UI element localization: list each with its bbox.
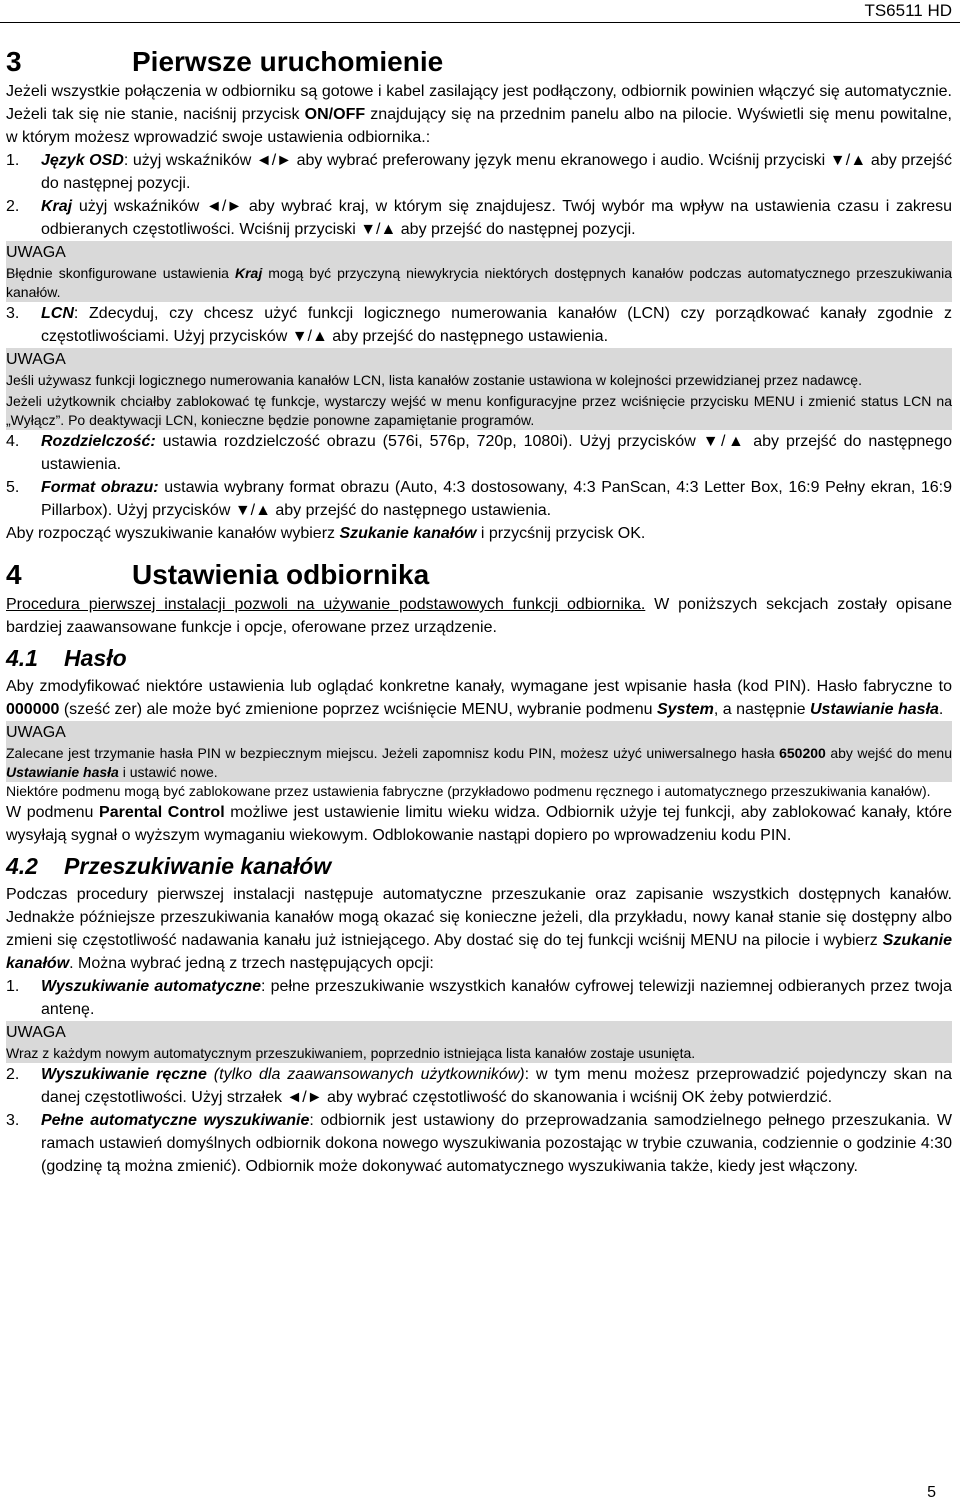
page-header <box>0 0 960 26</box>
list-item: 3. LCN: Zdecyduj, czy chcesz użyć funkcji logicznego numerowania kanałów (LCN) czy porządkować kanały zgodnie z częstotliwościami. Użyj przycisków ▼/▲ aby przejść do następnego ustawienia. <box>6 305 952 345</box>
note-text: Niektóre podmenu mogą być zablokowane przez ustawienia fabryczne (przykładowo podmenu ręcznego i automatycznego przeszukiwania kanałów). <box>6 783 931 799</box>
subsection-number: 4.1 <box>6 645 38 671</box>
section-title: Ustawienia odbiornika <box>132 559 430 590</box>
warning-note <box>6 721 952 782</box>
subsection-number: 4.2 <box>6 853 38 879</box>
header-rule <box>0 22 960 23</box>
subsection-title: Przeszukiwanie kanałów <box>64 853 332 879</box>
subsection-title: Hasło <box>64 645 127 671</box>
warning-note <box>6 241 952 302</box>
note-heading: UWAGA <box>6 244 66 261</box>
list-item: 1. Wyszukiwanie automatyczne: pełne przeszukiwanie wszystkich kanałów cyfrowej telewizji naziemnej odbieranych przez twoja antenę. <box>6 978 953 1018</box>
list-item: 4. Rozdzielczość: ustawia rozdzielczość obrazu (576i, 576p, 720p, 1080i). Użyj przycisków ▼/▲ aby przejść do następnego ustawienia. <box>6 433 952 473</box>
list-item: 1. Język OSD: użyj wskaźników ◄/► aby wybrać preferowany język menu ekranowego i audio. Wciśnij przyciski ▼/▲ aby przejść do następnej pozycji. <box>6 152 952 192</box>
warning-note <box>6 348 952 430</box>
paragraph: Podczas procedury pierwszej instalacji następuje automatyczne przeszukanie oraz zapisanie wszystkich dostępnych kanałów. Jednakże późniejsze przeszukiwania kanałów mogą okazać się konieczne jeżeli, dla przykładu, nowy kanał stanie się dostępny albo zmieni się częstotliwość nadawania kanału już istniejącego. Aby dostać się do tej funkcji wciśnij MENU na pilocie i wybierz Szukanie kanałów. Można wybrać jedną z trzech następujących opcji: <box>6 886 952 972</box>
page-body <box>6 44 952 1178</box>
model-name: TS6511 HD <box>864 1 952 20</box>
note-heading: UWAGA <box>6 724 66 741</box>
list-item: 3. Pełne automatyczne wyszukiwanie: odbiornik jest ustawiony do przeprowadzania samodzielnego pełnego przeszukania. W ramach ustawień domyślnych odbiornik dokona nowego wyszukiwania pozostając w trybie czuwania, codziennie o godzinie 4:30 (godzinę tą można zmienić). Odbiornik może dokonywać automatycznego wyszukiwania także, kiedy jest włączony. <box>6 1112 953 1175</box>
section-number: 3 <box>6 46 22 77</box>
list-item: 2. Kraj użyj wskaźników ◄/► aby wybrać kraj, w którym się znajdujesz. Twój wybór ma wpływ na ustawienia czasu i zakresu odbieranych częstotliwości. Wciśnij przyciski ▼/▲ aby przejść do następnej pozycji. <box>6 198 952 238</box>
note-heading: UWAGA <box>6 351 66 368</box>
paragraph: Aby zmodyfikować niektóre ustawienia lub oglądać konkretne kanały, wymagane jest wpisanie hasła (kod PIN). Hasło fabryczne to 000000 (sześć zer) ale może być zmienione poprzez wciśnięcie MENU, wybranie podmenu System, a następnie Ustawianie hasła. <box>6 678 952 718</box>
section-number: 4 <box>6 559 22 590</box>
paragraph: W podmenu Parental Control możliwe jest ustawienie limitu wieku widza. Odbiornik użyje tej funkcji, aby zablokować kanały, które wysyłają sygnał o wyższym wymaganiu wiekowym. Odblokowanie nastąpi dopiero po wprowadzeniu kodu PIN. <box>6 804 952 844</box>
subsection-heading <box>6 851 952 881</box>
paragraph: Procedura pierwszej instalacji pozwoli na używanie podstawowych funkcji odbiornika. W poniższych sekcjach zostały opisane bardziej zaawansowane funkcje i opcje, oferowane przez urządzenie. <box>6 596 953 636</box>
subsection-heading <box>6 643 952 673</box>
section-title: Pierwsze uruchomienie <box>132 46 444 77</box>
list-item: 5. Format obrazu: ustawia wybrany format obrazu (Auto, 4:3 dostosowany, 4:3 PanScan, 4:3 Letter Box, 16:9 Pełny ekran, 16:9 Pillarbox). Użyj przycisków ▼/▲ aby przejść do następnego ustawienia. <box>6 479 952 519</box>
note-text: Jeżeli użytkownik chciałby zablokować tę funkcje, wystarczy wejść w menu konfiguracyjne przez wciśnięcie przycisku MENU i zmienić status LCN na „Wyłącz”. Po deaktywacji LCN, konieczne będzie ponowne zapamiętanie programów. <box>6 393 952 428</box>
note-text: Błędnie skonfigurowane ustawienia Kraj mogą być przyczyną niewykrycia niektórych dostępnych kanałów podczas automatycznego przeszukiwania kanałów. <box>6 265 952 300</box>
note-heading: UWAGA <box>6 1024 66 1041</box>
paragraph: Aby rozpocząć wyszukiwanie kanałów wybierz Szukanie kanałów i przycśnij przycisk OK. <box>6 525 646 542</box>
section-heading <box>6 557 952 593</box>
note-text: Wraz z każdym nowym automatycznym przeszukiwaniem, poprzednio istniejąca lista kanałów zostaje usunięta. <box>6 1045 696 1061</box>
paragraph: Jeżeli wszystkie połączenia w odbiorniku są gotowe i kabel zasilający jest podłączony, odbiornik powinien włączyć się automatycznie. Jeżeli tak się nie stanie, naciśnij przycisk ON/OFF znajdujący się na przednim panelu albo na pilocie. Wyświetli się menu powitalne, w którym możesz wprowadzić swoje ustawienia odbiornika.: <box>6 83 952 146</box>
page-number: 5 <box>927 1484 936 1501</box>
warning-note <box>6 1021 952 1063</box>
list-item: 2. Wyszukiwanie ręczne (tylko dla zaawansowanych użytkowników): w tym menu możesz przeprowadzić pojedynczy skan na danej częstotliwości. Użyj strzałek ◄/► aby wybrać częstotliwość do skanowania i wciśnij OK żeby potwierdzić. <box>6 1066 952 1106</box>
section-heading <box>6 44 952 80</box>
note-text: Zalecane jest trzymanie hasła PIN w bezpiecznym miejscu. Jeżeli zapomnisz kodu PIN, możesz użyć uniwersalnego hasła 650200 aby wejść do menu Ustawianie hasła i ustawić nowe. <box>6 745 953 780</box>
note-text: Jeśli używasz funkcji logicznego numerowania kanałów LCN, lista kanałów zostanie ustawiona w kolejności przewidzianej przez nadawcę. <box>6 372 862 388</box>
